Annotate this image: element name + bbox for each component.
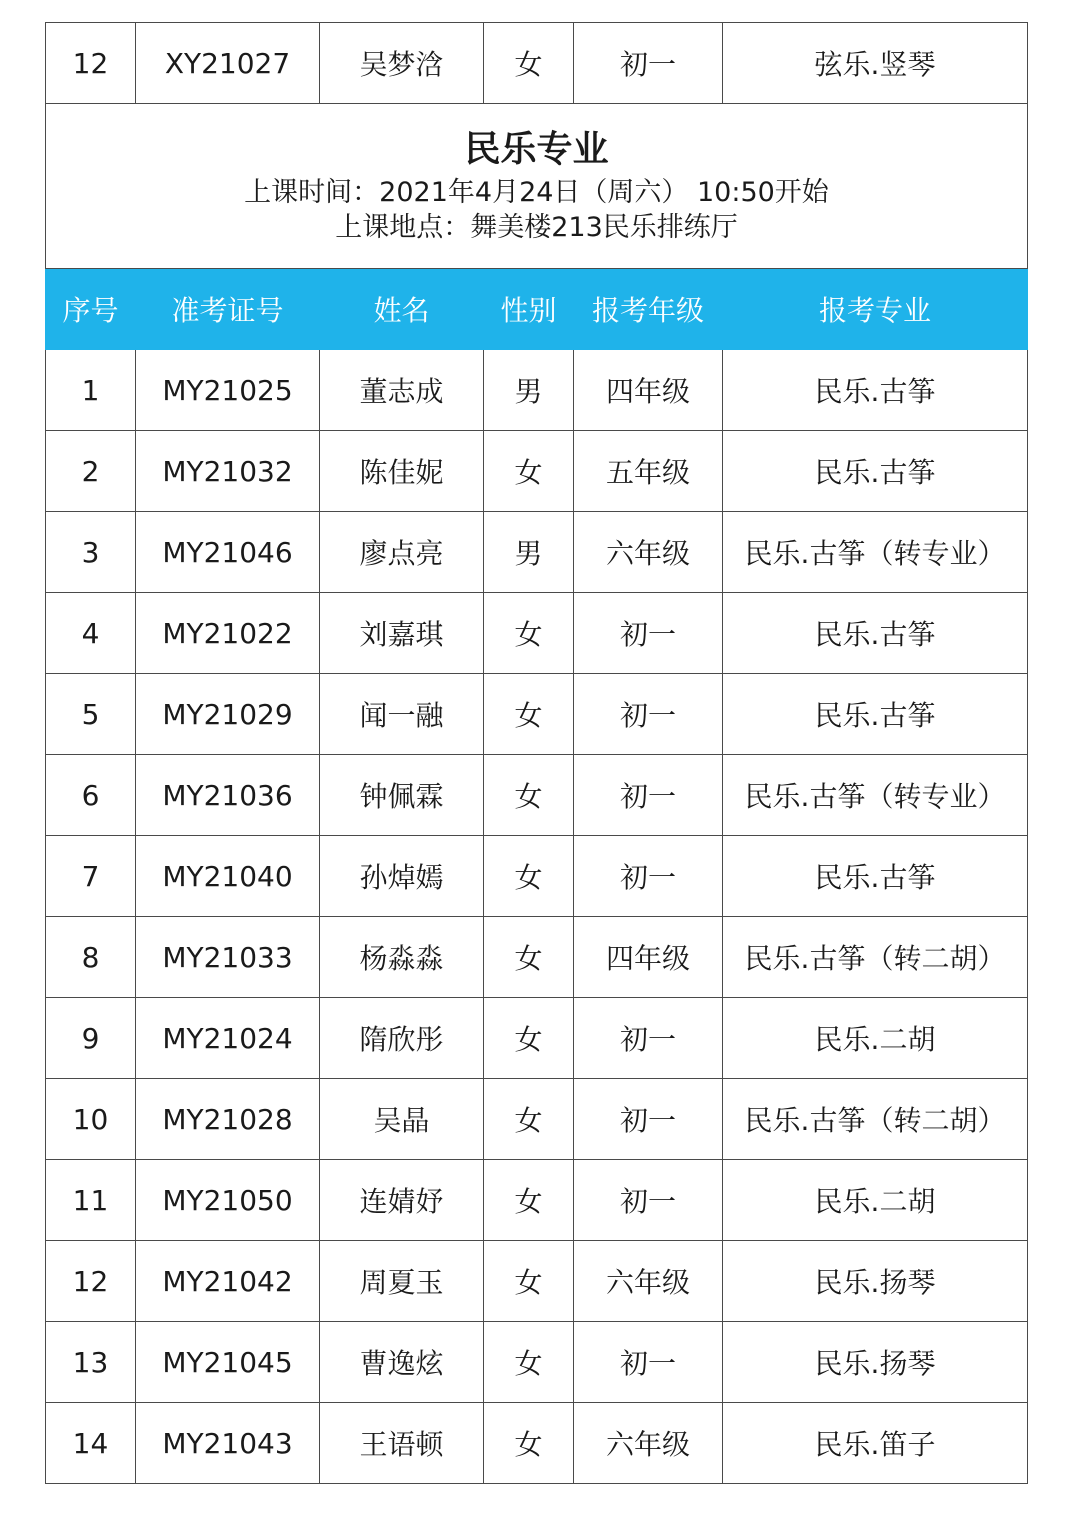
cell-name: 孙焯嫣 [320, 836, 484, 917]
cell-name: 杨淼淼 [320, 917, 484, 998]
cell-sex: 女 [484, 755, 574, 836]
cell-major: 民乐.二胡 [723, 1160, 1028, 1241]
table-row [46, 1160, 1028, 1241]
cell-exam-id: MY21036 [136, 755, 320, 836]
cell-exam-id: MY21025 [136, 350, 320, 431]
cell-name: 王语顿 [320, 1403, 484, 1484]
header-name: 姓名 [320, 269, 484, 350]
cell-grade: 初一 [574, 836, 723, 917]
cell-exam-id: MY21046 [136, 512, 320, 593]
cell-exam-id: MY21024 [136, 998, 320, 1079]
cell-grade: 初一 [574, 1322, 723, 1403]
cell-grade: 初一 [574, 674, 723, 755]
cell-exam-id: MY21022 [136, 593, 320, 674]
table-row [46, 755, 1028, 836]
cell-sex: 男 [484, 512, 574, 593]
cell-major: 民乐.扬琴 [723, 1241, 1028, 1322]
cell-grade: 六年级 [574, 512, 723, 593]
table-row [46, 1322, 1028, 1403]
cell-sex: 女 [484, 1241, 574, 1322]
cell-exam-id: MY21045 [136, 1322, 320, 1403]
cell-major: 民乐.古筝（转专业） [723, 512, 1028, 593]
cell-sex: 女 [484, 836, 574, 917]
header-major: 报考专业 [723, 269, 1028, 350]
table-row [46, 836, 1028, 917]
cell-name: 董志成 [320, 350, 484, 431]
cell-major: 民乐.扬琴 [723, 1322, 1028, 1403]
cell-grade: 初一 [574, 1160, 723, 1241]
cell-name: 周夏玉 [320, 1241, 484, 1322]
cell-exam-id: XY21027 [136, 23, 320, 104]
section-heading-row [46, 104, 1028, 269]
section-heading [46, 104, 1028, 269]
cell-grade: 初一 [574, 755, 723, 836]
cell-name: 吴晶 [320, 1079, 484, 1160]
cell-sex: 女 [484, 1322, 574, 1403]
header-exam-id: 准考证号 [136, 269, 320, 350]
cell-major: 民乐.古筝 [723, 431, 1028, 512]
cell-major: 民乐.古筝 [723, 674, 1028, 755]
table-row [46, 998, 1028, 1079]
cell-no: 1 [46, 350, 136, 431]
table-row [46, 350, 1028, 431]
cell-major: 民乐.古筝（转专业） [723, 755, 1028, 836]
cell-sex: 女 [484, 593, 574, 674]
cell-exam-id: MY21029 [136, 674, 320, 755]
cell-exam-id: MY21040 [136, 836, 320, 917]
table-row [46, 917, 1028, 998]
cell-sex: 女 [484, 1403, 574, 1484]
cell-major: 民乐.笛子 [723, 1403, 1028, 1484]
cell-name: 刘嘉琪 [320, 593, 484, 674]
cell-no: 10 [46, 1079, 136, 1160]
table-row [46, 431, 1028, 512]
cell-no: 2 [46, 431, 136, 512]
cell-name: 曹逸炫 [320, 1322, 484, 1403]
cell-grade: 四年级 [574, 350, 723, 431]
table-row [46, 1403, 1028, 1484]
cell-no: 7 [46, 836, 136, 917]
cell-name: 隋欣彤 [320, 998, 484, 1079]
cell-exam-id: MY21043 [136, 1403, 320, 1484]
cell-grade: 六年级 [574, 1403, 723, 1484]
cell-sex: 女 [484, 998, 574, 1079]
cell-major: 民乐.古筝（转二胡） [723, 917, 1028, 998]
cell-sex: 男 [484, 350, 574, 431]
cell-no: 8 [46, 917, 136, 998]
cell-major: 弦乐.竖琴 [723, 23, 1028, 104]
cell-sex: 女 [484, 1079, 574, 1160]
header-grade: 报考年级 [574, 269, 723, 350]
cell-exam-id: MY21032 [136, 431, 320, 512]
header-no: 序号 [46, 269, 136, 350]
cell-name: 钟佩霖 [320, 755, 484, 836]
cell-no: 12 [46, 23, 136, 104]
previous-section-row [46, 23, 1028, 104]
cell-name: 连婧妤 [320, 1160, 484, 1241]
cell-grade: 五年级 [574, 431, 723, 512]
cell-name: 廖点亮 [320, 512, 484, 593]
cell-sex: 女 [484, 917, 574, 998]
cell-no: 4 [46, 593, 136, 674]
cell-major: 民乐.古筝 [723, 593, 1028, 674]
table-header-row [46, 269, 1028, 350]
cell-name: 吴梦浛 [320, 23, 484, 104]
cell-sex: 女 [484, 23, 574, 104]
cell-no: 5 [46, 674, 136, 755]
cell-grade: 初一 [574, 1079, 723, 1160]
cell-exam-id: MY21042 [136, 1241, 320, 1322]
cell-grade: 初一 [574, 998, 723, 1079]
class-place: 上课地点：舞美楼213民乐排练厅 [335, 212, 738, 244]
class-time: 上课时间：2021年4月24日（周六） 10:50开始 [244, 177, 829, 209]
cell-name: 陈佳妮 [320, 431, 484, 512]
cell-no: 14 [46, 1403, 136, 1484]
cell-major: 民乐.古筝 [723, 350, 1028, 431]
cell-name: 闻一融 [320, 674, 484, 755]
cell-exam-id: MY21028 [136, 1079, 320, 1160]
cell-major: 民乐.古筝（转二胡） [723, 1079, 1028, 1160]
cell-major: 民乐.二胡 [723, 998, 1028, 1079]
table-row [46, 674, 1028, 755]
cell-exam-id: MY21033 [136, 917, 320, 998]
table-row [46, 1079, 1028, 1160]
cell-no: 6 [46, 755, 136, 836]
cell-sex: 女 [484, 431, 574, 512]
cell-no: 3 [46, 512, 136, 593]
cell-no: 12 [46, 1241, 136, 1322]
cell-sex: 女 [484, 1160, 574, 1241]
cell-no: 9 [46, 998, 136, 1079]
header-sex: 性别 [484, 269, 574, 350]
cell-no: 13 [46, 1322, 136, 1403]
cell-grade: 四年级 [574, 917, 723, 998]
cell-no: 11 [46, 1160, 136, 1241]
table-row [46, 593, 1028, 674]
section-title: 民乐专业 [464, 128, 609, 170]
table-row [46, 512, 1028, 593]
cell-exam-id: MY21050 [136, 1160, 320, 1241]
cell-grade: 六年级 [574, 1241, 723, 1322]
table-row [46, 1241, 1028, 1322]
cell-grade: 初一 [574, 593, 723, 674]
cell-sex: 女 [484, 674, 574, 755]
cell-grade: 初一 [574, 23, 723, 104]
roster-table [45, 22, 1028, 1484]
cell-major: 民乐.古筝 [723, 836, 1028, 917]
